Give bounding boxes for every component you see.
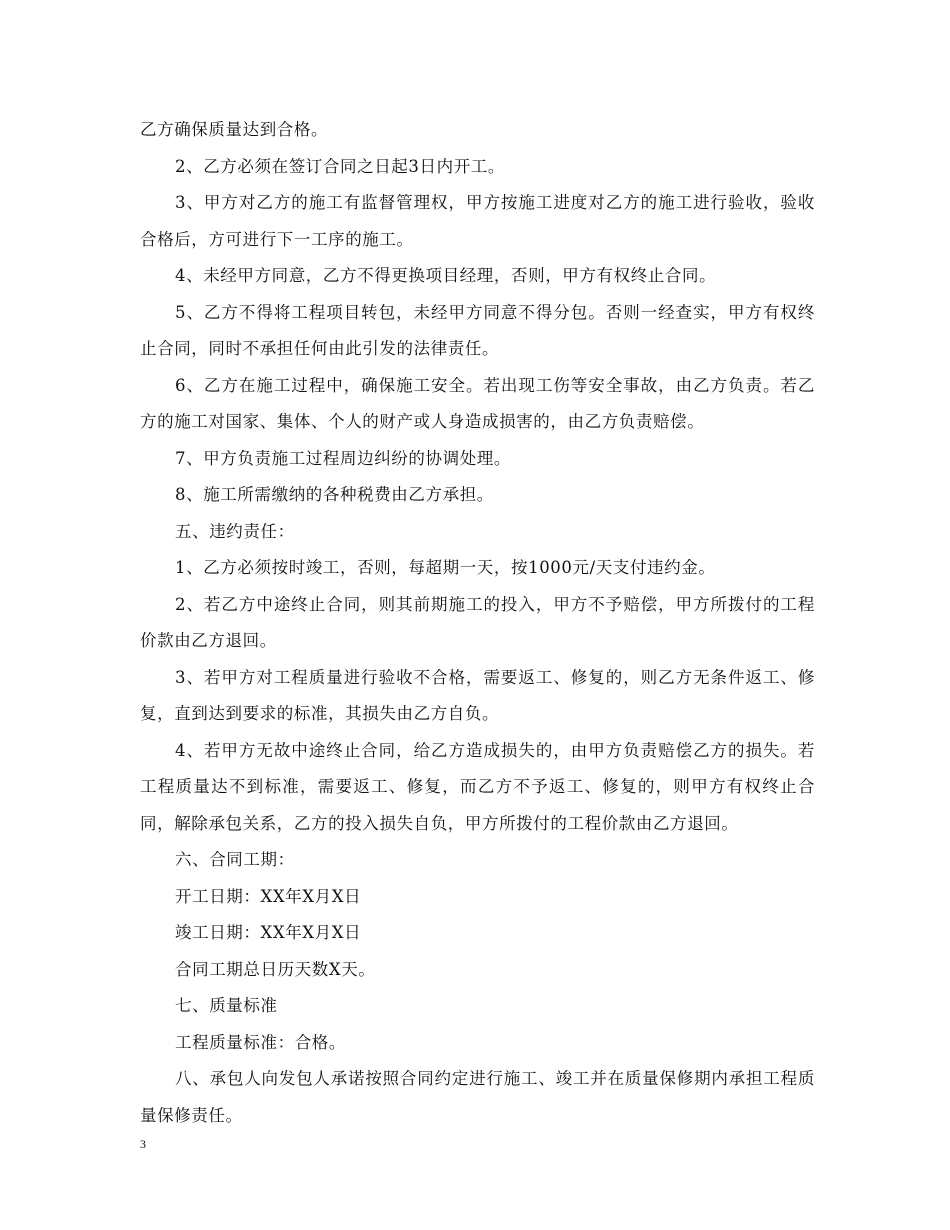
quality-standard: 工程质量标准：合格。 <box>175 1032 346 1052</box>
total-days: 合同工期总日历天数X天。 <box>175 959 376 979</box>
section-heading-quality: 七、质量标准 <box>175 996 278 1015</box>
clause-4-3: 3、甲方对乙方的施工有监督管理权，甲方按施工进度对乙方的施工进行验收，验收合格后，方可进行下一工序的施工。 <box>140 193 815 249</box>
clause-4-2: 2、乙方必须在签订合同之日起3日内开工。 <box>175 156 505 176</box>
clause-4-8: 8、施工所需缴纳的各种税费由乙方承担。 <box>175 485 494 504</box>
section-heading-breach: 五、违约责任： <box>175 521 295 541</box>
paragraph-continuation: 乙方确保质量达到合格。 <box>140 120 329 139</box>
section-heading-warranty: 八、承包人向发包人承诺按照合同约定进行施工、竣工并在质量保修期内承担工程质量保修责任。 <box>140 1069 815 1125</box>
clause-5-4: 4、若甲方无故中途终止合同，给乙方造成损失的，由甲方负责赔偿乙方的损失。若工程质量达不到标准，需要返工、修复，而乙方不予返工、修复的，则甲方有权终止合同，解除承包关系，乙方的投入损失自负，甲方所拨付的工程价款由乙方退回。 <box>140 740 815 833</box>
start-date: 开工日期：XX年X月X日 <box>175 886 362 906</box>
completion-date: 竣工日期：XX年X月X日 <box>175 923 362 942</box>
clause-4-7: 7、甲方负责施工过程周边纠纷的协调处理。 <box>175 448 511 468</box>
clause-5-3: 3、若甲方对工程质量进行验收不合格，需要返工、修复的，则乙方无条件返工、修复，直到达到要求的标准，其损失由乙方自负。 <box>140 667 815 723</box>
clause-4-5: 5、乙方不得将工程项目转包，未经甲方同意不得分包。否则一经查实，甲方有权终止合同，同时不承担任何由此引发的法律责任。 <box>140 302 815 358</box>
clause-4-4: 4、未经甲方同意，乙方不得更换项目经理，否则，甲方有权终止合同。 <box>175 266 717 285</box>
document-body <box>140 112 815 1134</box>
clause-5-1: 1、乙方必须按时竣工，否则，每超期一天，按1000元/天支付违约金。 <box>175 558 716 577</box>
clause-5-2: 2、若乙方中途终止合同，则其前期施工的投入，甲方不予赔偿，甲方所拨付的工程价款由乙方退回。 <box>140 594 815 650</box>
clause-4-6: 6、乙方在施工过程中，确保施工安全。若出现工伤等安全事故，由乙方负责。若乙方的施工对国家、集体、个人的财产或人身造成损害的，由乙方负责赔偿。 <box>140 375 815 431</box>
page-number: 3 <box>140 1137 146 1151</box>
section-heading-duration: 六、合同工期： <box>175 850 295 869</box>
